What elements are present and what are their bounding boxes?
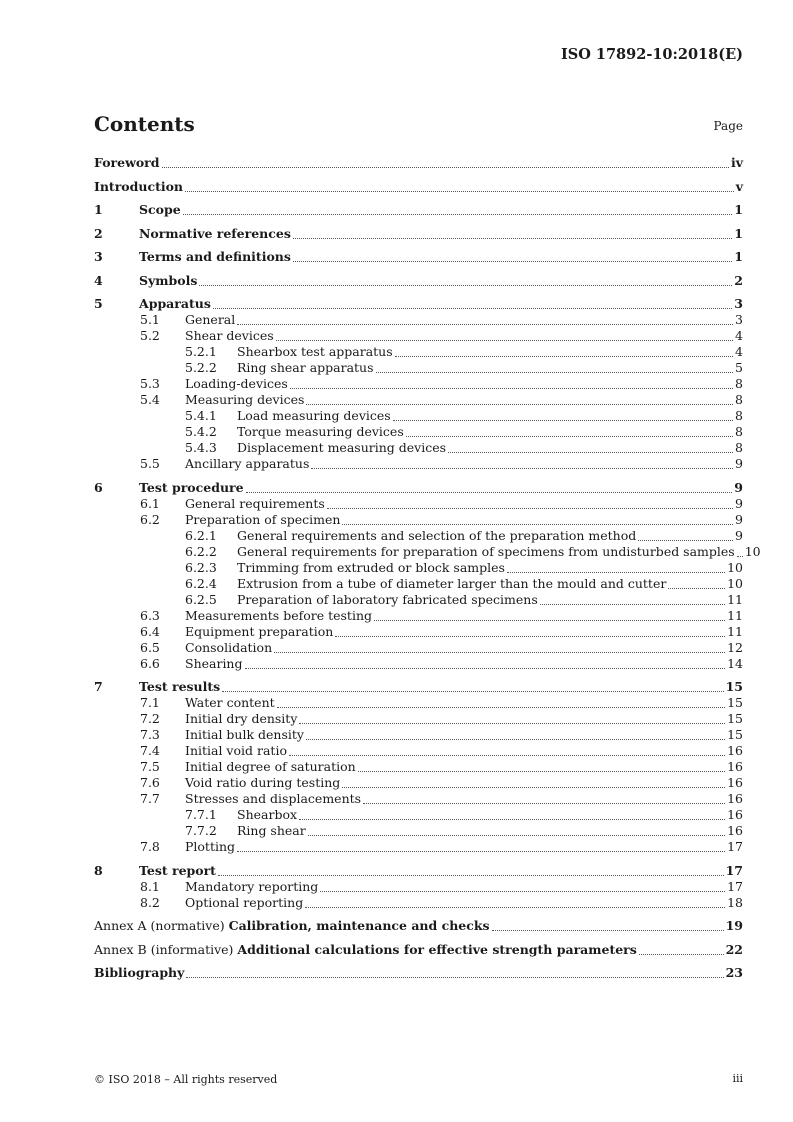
toc-entry-text: Shearbox (237, 807, 298, 822)
toc-entry-text: Calibration, maintenance and checks (228, 918, 490, 933)
toc-entry-text: Load measuring devices (237, 408, 391, 423)
toc-entry-text: General (185, 312, 236, 327)
toc-entry-page: 9 (735, 527, 743, 543)
dot-leader (327, 508, 733, 509)
dot-leader (395, 356, 733, 357)
annex-type-label: Annex A (normative) (94, 918, 229, 933)
toc-entry-page: 22 (725, 941, 743, 957)
dot-leader (289, 755, 725, 756)
toc-entry-title (237, 560, 505, 576)
toc-entry[interactable] (94, 376, 743, 392)
toc-entry-title (185, 376, 288, 392)
toc-entry[interactable] (94, 918, 743, 934)
toc-entry-text: Foreword (94, 155, 160, 170)
dot-leader (639, 954, 724, 955)
toc-entry-number: 5.4.3 (185, 440, 217, 455)
toc-entry[interactable] (94, 179, 743, 195)
toc-entry-number: 5.5 (140, 456, 160, 471)
toc-entry[interactable] (94, 711, 743, 727)
toc-entry-text: General requirements and selection of the preparation method (237, 527, 637, 543)
toc-entry-text: Measurements before testing (185, 607, 373, 623)
toc-entry-number: 6.2.5 (185, 591, 217, 607)
toc-entry[interactable] (94, 456, 743, 472)
toc-entry-title (185, 695, 275, 711)
toc-entry-text: Loading-devices (185, 376, 288, 391)
toc-entry-text: Consolidation (185, 639, 273, 655)
toc-entry[interactable] (94, 656, 743, 672)
toc-entry[interactable] (94, 312, 743, 328)
toc-entry-number: 5.2.1 (185, 344, 217, 359)
toc-entry[interactable] (94, 543, 761, 560)
toc-entry-page: 16 (727, 743, 743, 758)
toc-entry-number: 8.1 (140, 878, 160, 894)
dot-leader (737, 556, 743, 557)
dot-leader (320, 891, 725, 892)
toc-entry-title (185, 328, 274, 344)
toc-entry[interactable] (94, 155, 743, 171)
toc-entry-title (237, 440, 446, 456)
toc-entry-title (237, 576, 666, 592)
toc-entry-number: 7.8 (140, 839, 160, 854)
toc-entry-title (237, 424, 404, 440)
toc-entry-text: Displacement measuring devices (237, 440, 447, 455)
dot-leader (276, 340, 733, 341)
toc-entry-number: 1 (94, 202, 103, 217)
toc-entry-page: 16 (727, 807, 743, 822)
toc-entry[interactable] (94, 895, 743, 911)
toc-entry-number: 6.5 (140, 639, 160, 655)
toc-entry-page: 1 (734, 249, 743, 264)
toc-entry-number: 6.2.2 (185, 543, 217, 559)
toc-entry-text: Void ratio during testing (185, 775, 341, 790)
toc-entry-page: 4 (735, 344, 743, 359)
table-of-contents (94, 155, 761, 981)
toc-entry-page: 16 (727, 759, 743, 774)
dot-leader (492, 930, 724, 931)
dot-leader (306, 404, 733, 405)
toc-entry-number: 7 (94, 679, 103, 694)
toc-entry-title (185, 608, 372, 624)
toc-entry[interactable] (94, 408, 743, 424)
toc-entry-title (237, 823, 306, 839)
toc-entry[interactable] (94, 942, 743, 958)
toc-entry-number: 6 (94, 479, 103, 495)
dot-leader (306, 739, 725, 740)
dot-leader (311, 468, 733, 469)
toc-entry-title (94, 965, 184, 981)
dot-leader (342, 787, 725, 788)
dot-leader (363, 803, 725, 804)
toc-entry-number: 3 (94, 249, 103, 264)
toc-entry-title (237, 528, 636, 544)
toc-entry-page: 16 (727, 791, 743, 806)
dot-leader (668, 588, 725, 589)
toc-entry-page: 1 (734, 202, 743, 217)
toc-entry-page: 4 (735, 328, 743, 343)
dot-leader (305, 907, 725, 908)
toc-entry-page: 8 (735, 408, 743, 423)
toc-entry-number: 6.6 (140, 655, 160, 671)
toc-entry-page: 12 (727, 639, 743, 655)
toc-entry-page: 10 (744, 543, 761, 559)
toc-entry-page: 15 (727, 695, 743, 710)
dot-leader (162, 167, 729, 168)
page-title: Contents (94, 112, 195, 136)
dot-leader (245, 668, 726, 669)
toc-entry-title (237, 360, 374, 376)
dot-leader (186, 977, 723, 978)
toc-entry-number: 8.2 (140, 894, 160, 910)
toc-entry-title (185, 759, 356, 775)
toc-entry-number: 5.4.2 (185, 424, 217, 439)
toc-entry[interactable] (94, 608, 743, 624)
toc-entry-page: 14 (727, 655, 743, 671)
toc-entry-text: Initial bulk density (185, 727, 304, 742)
dot-leader (406, 436, 733, 437)
toc-entry-number: 6.2 (140, 511, 160, 527)
dot-leader (335, 636, 725, 637)
toc-entry-text: Shearing (185, 655, 243, 671)
toc-entry-page: 23 (725, 965, 743, 980)
toc-entry-text: Initial dry density (185, 711, 298, 726)
toc-entry[interactable] (94, 392, 743, 408)
toc-entry-title (94, 918, 490, 934)
toc-entry-number: 5.3 (140, 376, 160, 391)
toc-entry-text: Symbols (139, 272, 198, 288)
dot-leader (199, 285, 732, 286)
toc-entry-page: 16 (727, 775, 743, 790)
toc-entry-page: 18 (727, 894, 743, 910)
toc-entry-page: 15 (727, 711, 743, 726)
toc-entry-text: Introduction (94, 178, 184, 194)
toc-entry-number: 6.1 (140, 495, 160, 511)
toc-entry-number: 7.7 (140, 791, 160, 806)
toc-entry-title (185, 640, 272, 656)
toc-entry-text: Test report (139, 862, 216, 878)
toc-entry-page: 11 (727, 623, 743, 639)
toc-entry-title (94, 155, 160, 171)
annex-type-label: Annex B (informative) (94, 941, 238, 957)
toc-entry-number: 6.2.4 (185, 575, 217, 591)
toc-entry[interactable] (94, 863, 743, 879)
toc-entry-text: Plotting (185, 839, 236, 854)
toc-entry[interactable] (94, 759, 743, 775)
toc-entry-text: Test results (139, 679, 221, 694)
toc-entry-title (139, 226, 291, 242)
dot-leader (218, 875, 724, 876)
toc-entry-text: Test procedure (139, 479, 244, 495)
toc-entry-number: 5 (94, 296, 103, 311)
toc-entry-page: 15 (725, 679, 743, 694)
dot-leader (507, 572, 725, 573)
toc-entry-page: 17 (725, 862, 743, 878)
toc-entry-number: 5.1 (140, 312, 160, 327)
toc-entry-page: 9 (735, 456, 743, 471)
toc-entry[interactable] (94, 640, 743, 656)
dot-leader (290, 388, 733, 389)
toc-entry[interactable] (94, 249, 743, 265)
toc-entry-text: Preparation of specimen (185, 511, 341, 527)
toc-entry-text: Ring shear (237, 823, 306, 838)
toc-entry-title (94, 942, 637, 958)
toc-entry-title (139, 202, 181, 218)
dot-leader (540, 604, 725, 605)
toc-entry-text: General requirements for preparation of specimens from undisturbed samples (237, 543, 735, 559)
toc-entry-title (139, 273, 197, 289)
dot-leader (638, 540, 733, 541)
toc-entry-title (185, 743, 287, 759)
toc-entry-title (237, 544, 735, 560)
copyright-notice: © ISO 2018 – All rights reserved (94, 1073, 278, 1086)
toc-entry-title (185, 312, 235, 328)
toc-entry[interactable] (94, 592, 743, 608)
toc-entry-page: iv (730, 155, 743, 170)
toc-entry-text: Extrusion from a tube of diameter larger than the mould and cutter (237, 575, 667, 591)
toc-entry-title (185, 839, 235, 855)
toc-entry-title (185, 727, 304, 743)
toc-entry[interactable] (94, 743, 743, 759)
toc-entry-title (139, 863, 216, 879)
toc-entry-text: Preparation of laboratory fabricated specimens (237, 591, 538, 607)
toc-entry-number: 5.4 (140, 392, 160, 407)
toc-entry-page: 8 (735, 424, 743, 439)
toc-entry-page: 19 (725, 918, 743, 933)
toc-entry-title (185, 895, 303, 911)
dot-leader (237, 324, 733, 325)
toc-entry-number: 8 (94, 862, 103, 878)
toc-entry-title (185, 656, 243, 672)
toc-entry[interactable] (94, 496, 743, 512)
dot-leader (293, 238, 732, 239)
toc-entry[interactable] (94, 775, 743, 791)
toc-entry-page: 2 (734, 272, 743, 288)
toc-entry[interactable] (94, 879, 743, 895)
toc-entry-title (237, 344, 393, 360)
page-column-label: Page (713, 119, 743, 133)
toc-entry-page: 17 (727, 839, 743, 854)
toc-entry[interactable] (94, 296, 743, 312)
toc-entry-text: Terms and definitions (139, 249, 291, 264)
toc-entry[interactable] (94, 839, 743, 855)
toc-entry-number: 7.7.2 (185, 823, 217, 838)
toc-entry-title (185, 456, 309, 472)
toc-entry[interactable] (94, 202, 743, 218)
toc-entry-number: 5.4.1 (185, 408, 217, 423)
toc-entry-page: 8 (735, 392, 743, 407)
toc-entry-number: 7.4 (140, 743, 160, 758)
dot-leader (308, 835, 725, 836)
toc-entry-text: Apparatus (139, 296, 211, 311)
toc-entry[interactable] (94, 440, 743, 456)
toc-entry[interactable] (94, 560, 743, 576)
dot-leader (185, 191, 734, 192)
toc-entry-text: Torque measuring devices (237, 424, 404, 439)
toc-entry-text: Trimming from extruded or block samples (237, 559, 505, 575)
toc-entry-text: Ancillary apparatus (185, 456, 310, 471)
dot-leader (358, 771, 725, 772)
dot-leader (277, 707, 725, 708)
toc-entry-title (185, 624, 333, 640)
page-number: iii (732, 1072, 743, 1085)
toc-entry-text: Scope (139, 202, 181, 217)
toc-entry-title (185, 879, 318, 895)
toc-entry-page: 10 (727, 575, 743, 591)
toc-entry-title (185, 711, 297, 727)
toc-entry[interactable] (94, 226, 743, 242)
toc-entry[interactable] (94, 679, 743, 695)
toc-entry-title (139, 296, 211, 312)
toc-entry[interactable] (94, 695, 743, 711)
toc-entry-text: General requirements (185, 495, 325, 511)
toc-entry-page: 5 (735, 360, 743, 375)
toc-entry-page: 17 (727, 878, 743, 894)
toc-entry-number: 5.2 (140, 328, 160, 343)
dot-leader (299, 723, 725, 724)
toc-entry-page: 1 (734, 225, 743, 241)
toc-entry[interactable] (94, 624, 743, 640)
toc-entry-title (139, 480, 244, 496)
toc-entry-page: 9 (734, 479, 743, 495)
toc-entry-title (237, 807, 297, 823)
toc-entry-number: 7.2 (140, 711, 160, 726)
toc-entry-number: 5.2.2 (185, 360, 217, 375)
toc-entry-page: 11 (727, 591, 743, 607)
toc-entry-page: 10 (727, 559, 743, 575)
toc-entry[interactable] (94, 344, 743, 360)
toc-entry-page: 9 (735, 495, 743, 511)
toc-entry-page: 8 (735, 376, 743, 391)
toc-entry-number: 7.7.1 (185, 807, 217, 822)
toc-entry[interactable] (94, 576, 743, 592)
toc-entry-number: 6.4 (140, 623, 160, 639)
toc-entry-text: Initial void ratio (185, 743, 287, 758)
toc-entry-page: 3 (735, 312, 743, 327)
toc-entry[interactable] (94, 424, 743, 440)
toc-entry-text: Shear devices (185, 328, 274, 343)
toc-entry-title (185, 775, 340, 791)
dot-leader (237, 851, 725, 852)
dot-leader (274, 652, 725, 653)
toc-entry[interactable] (94, 823, 743, 839)
dot-leader (293, 261, 732, 262)
toc-entry-page: 3 (734, 296, 743, 311)
dot-leader (342, 524, 733, 525)
toc-entry[interactable] (94, 791, 743, 807)
toc-entry-text: Stresses and displacements (185, 791, 362, 806)
toc-entry-title (185, 496, 325, 512)
toc-entry[interactable] (94, 480, 743, 496)
toc-entry-text: Additional calculations for effective strength parameters (237, 941, 637, 957)
dot-leader (222, 691, 723, 692)
toc-entry-text: Bibliography (94, 965, 185, 980)
dot-leader (374, 620, 725, 621)
toc-entry[interactable] (94, 727, 743, 743)
toc-entry-title (185, 512, 340, 528)
toc-entry-title (185, 392, 304, 408)
toc-entry-text: Normative references (139, 225, 291, 241)
dot-leader (393, 420, 733, 421)
toc-entry-title (139, 249, 291, 265)
dot-leader (376, 372, 734, 373)
dot-leader (246, 492, 733, 493)
toc-entry-title (94, 179, 183, 195)
dot-leader (448, 452, 733, 453)
toc-entry-number: 7.6 (140, 775, 160, 790)
toc-entry-page: 15 (727, 727, 743, 742)
toc-entry[interactable] (94, 360, 743, 376)
toc-entry-text: Equipment preparation (185, 623, 334, 639)
toc-entry-number: 7.3 (140, 727, 160, 742)
toc-entry-number: 7.5 (140, 759, 160, 774)
toc-entry[interactable] (94, 512, 743, 528)
toc-entry-number: 7.1 (140, 695, 160, 710)
document-id: ISO 17892-10:2018(E) (560, 46, 743, 63)
toc-entry-number: 6.3 (140, 607, 160, 623)
toc-entry-page: 8 (735, 440, 743, 455)
toc-entry[interactable] (94, 273, 743, 289)
toc-entry-text: Ring shear apparatus (237, 360, 374, 375)
dot-leader (299, 819, 725, 820)
toc-entry-page: 16 (727, 823, 743, 838)
toc-entry-text: Water content (185, 695, 275, 710)
toc-entry-text: Measuring devices (185, 392, 305, 407)
toc-entry-number: 6.2.1 (185, 527, 217, 543)
toc-entry[interactable] (94, 965, 743, 981)
toc-entry-number: 2 (94, 225, 103, 241)
toc-entry-page: 9 (735, 511, 743, 527)
toc-entry[interactable] (94, 528, 743, 544)
toc-entry-page: 11 (727, 607, 743, 623)
toc-entry-title (139, 679, 220, 695)
toc-entry-number: 4 (94, 272, 103, 288)
toc-entry-text: Mandatory reporting (185, 878, 319, 894)
dot-leader (183, 214, 733, 215)
toc-entry-title (237, 592, 538, 608)
toc-entry-text: Initial degree of saturation (185, 759, 356, 774)
toc-entry-number: 6.2.3 (185, 559, 217, 575)
toc-entry-text: Shearbox test apparatus (237, 344, 393, 359)
toc-entry-page: v (735, 178, 743, 194)
toc-entry-text: Optional reporting (185, 894, 304, 910)
toc-entry-title (237, 408, 391, 424)
toc-entry[interactable] (94, 328, 743, 344)
toc-entry[interactable] (94, 807, 743, 823)
dot-leader (213, 308, 732, 309)
toc-entry-title (185, 791, 361, 807)
